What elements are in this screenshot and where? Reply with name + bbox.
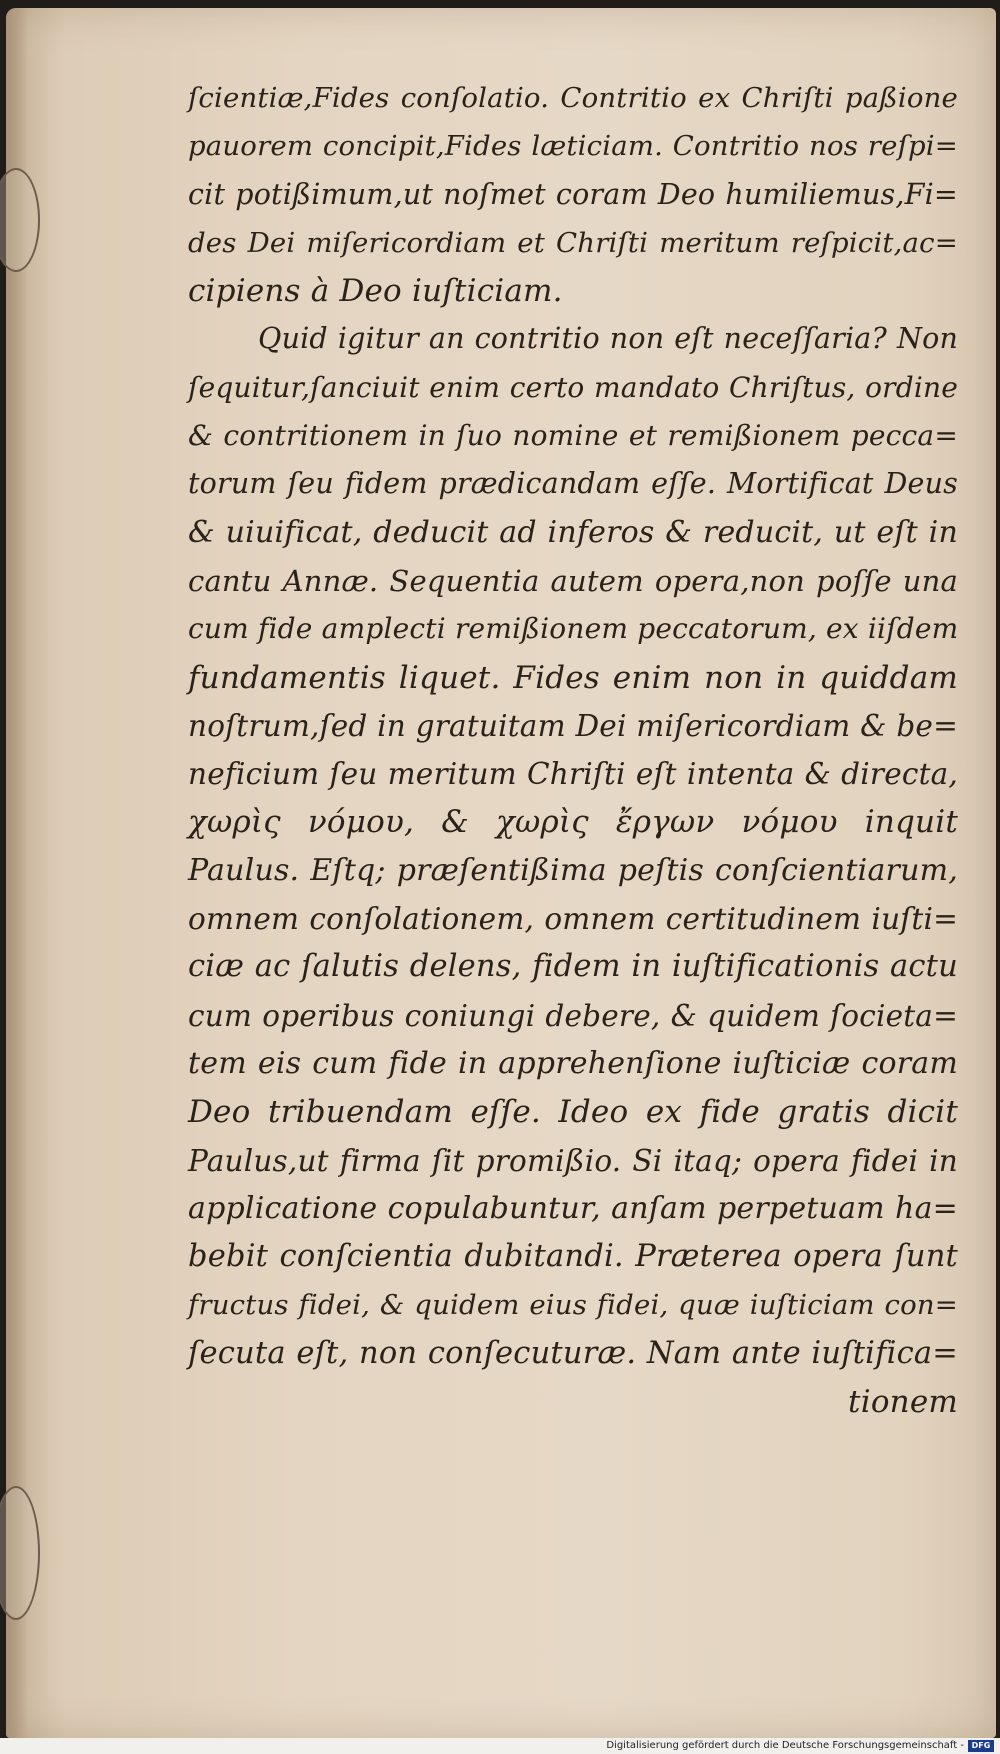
text-line: ciæ ac ſalutis delens, fidem in iuſtificationis actu bbox=[188, 949, 958, 985]
text-line: cipiens à Deo iuſticiam. bbox=[188, 273, 563, 310]
text-line: applicatione copulabuntur, anſam perpetuam ha= bbox=[188, 1190, 958, 1226]
text-line: cantu Annæ. Sequentia autem opera,non poſſe una bbox=[188, 563, 958, 598]
text-line: pauorem concipit,Fides læticiam. Contritio nos reſpi= bbox=[188, 130, 958, 163]
text-line: & contritionem in ſuo nomine et remißionem pecca= bbox=[188, 419, 958, 453]
text-line: neficium ſeu meritum Chriſti eſt intenta & directa, bbox=[188, 757, 958, 792]
body-text bbox=[188, 74, 958, 1426]
text-line: bebit conſcientia dubitandi. Præterea opera ſunt bbox=[188, 1239, 958, 1275]
text-line: des Dei miſericordiam et Chriſti meritum reſpicit,ac= bbox=[188, 226, 958, 259]
text-line: Paulus,ut firma ſit promißio. Si itaq; opera fidei in bbox=[188, 1143, 958, 1178]
text-line: tem eis cum fide in apprehenſione iuſticiæ coram bbox=[188, 1045, 958, 1081]
text-line: cit potißimum,ut noſmet coram Deo humiliemus,Fi= bbox=[188, 177, 958, 211]
binding-clasp-top bbox=[0, 168, 40, 272]
text-line: ſecuta eſt, non conſecuturæ. Nam ante iuſtifica= bbox=[188, 1335, 958, 1371]
text-line: Paulus. Eſtq; præſentißima peſtis conſcientiarum, bbox=[188, 852, 958, 888]
text-line: fundamentis liquet. Fides enim non in quiddam bbox=[188, 659, 958, 696]
digitization-credit: Digitalisierung gefördert durch die Deutsche Forschungsgemeinschaft - bbox=[606, 1740, 964, 1751]
text-line: cum fide amplecti remißionem peccatorum, ex iiſdem bbox=[188, 612, 959, 646]
text-line: omnem conſolationem, omnem certitudinem iuſti= bbox=[188, 902, 958, 937]
text-line: noſtrum,ſed in gratuitam Dei miſericordiam & be= bbox=[188, 708, 958, 743]
text-line: torum ſeu fidem prædicandam eſſe. Mortificat Deus bbox=[188, 467, 958, 501]
dfg-logo-icon: DFG bbox=[968, 1740, 994, 1752]
binding-clasp-bottom bbox=[0, 1486, 40, 1620]
text-line: cum operibus coniungi debere, & quidem ſocieta= bbox=[188, 998, 958, 1033]
text-line-paragraph-start: Quid igitur an contritio non eſt neceſſaria? Non bbox=[258, 322, 958, 356]
text-line: ſcientiæ,Fides conſolatio. Contritio ex Chriſti paßione bbox=[188, 82, 958, 114]
text-line: ſequitur,ſanciuit enim certo mandato Chriſtus, ordine bbox=[188, 370, 958, 404]
catchword: tionem bbox=[848, 1384, 958, 1421]
text-line-greek: χωρὶς νόμου, & χωρὶς ἔργων νόμου inquit bbox=[188, 804, 958, 841]
text-line: & uiuificat, deducit ad inferos & reducit, ut eſt in bbox=[188, 514, 958, 550]
text-line: fructus fidei, & quidem eius fidei, quæ iuſticiam con= bbox=[188, 1289, 958, 1322]
text-line: Deo tribuendam eſſe. Ideo ex fide gratis dicit bbox=[188, 1094, 958, 1131]
